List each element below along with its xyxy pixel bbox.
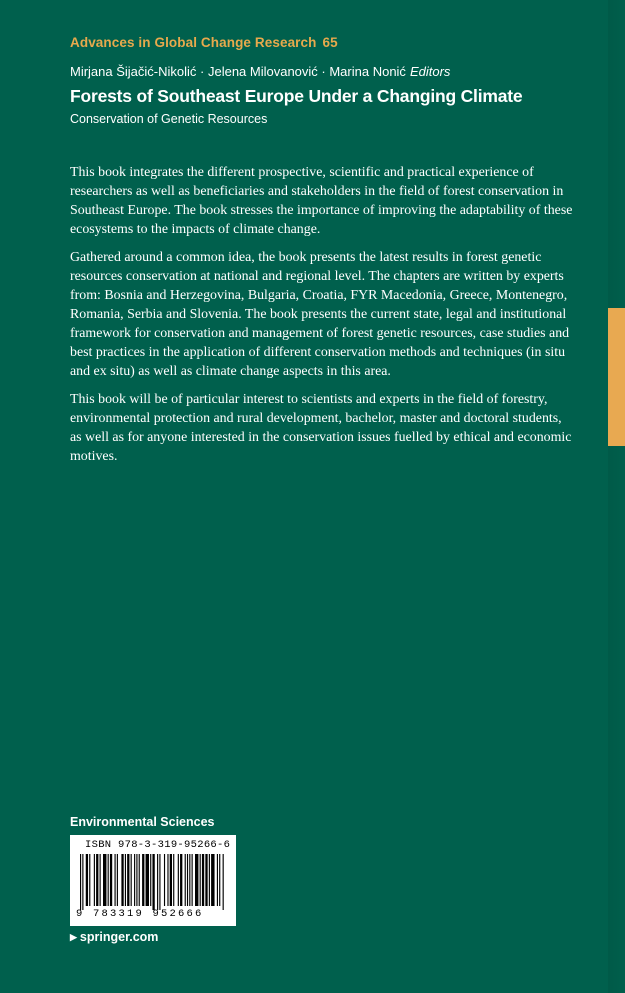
barcode-bar (180, 854, 182, 906)
barcode-bar (146, 854, 149, 906)
barcode-bar (139, 854, 140, 906)
barcode-bar (80, 854, 81, 910)
barcode-bar (108, 854, 109, 906)
book-description (70, 163, 575, 475)
barcode-bar (121, 854, 123, 906)
editor-names: Mirjana Šijačić-Nikolić · Jelena Milovanović · Marina Nonić (70, 64, 406, 79)
barcode-bar (150, 854, 151, 906)
barcode-bar (195, 854, 198, 906)
barcode-bar (86, 854, 88, 906)
series-line (70, 35, 338, 50)
spine-edge (608, 0, 625, 993)
ean-digits: 9 783319 952666 (76, 908, 204, 920)
isbn-label: ISBN 978-3-319-95266-6 (85, 839, 231, 851)
barcode-bar (82, 854, 83, 910)
barcode-bar (94, 854, 95, 906)
barcode-bar (127, 854, 129, 906)
barcode-bars (78, 854, 228, 910)
barcode-bar (136, 854, 137, 906)
editors-line (70, 64, 450, 79)
accent-bar (608, 308, 625, 446)
website-label: springer.com (79, 930, 159, 944)
barcode-bar (167, 854, 168, 906)
barcode-bar (157, 854, 158, 910)
barcode-bar (209, 854, 210, 906)
barcode-bar (211, 854, 214, 906)
barcode-bar (192, 854, 193, 906)
description-paragraph: Gathered around a common idea, the book presents the latest results in forest genetic resources conservation at national and regional level. The chapters are written by experts from: Bosnia and Herzegovina, Bulgaria, Croatia, FYR Macedonia, Greece, Montenegro, Romania, Serbia and Slovenia. The book presents the current state, legal and institutional framework for conservation and management of forest genetic resources, case studies and best practices in the application of different conservation methods and techniques (in situ and ex situ) as well as climate change aspects in this area. (70, 250, 570, 379)
isbn-barcode (70, 835, 236, 926)
arrow-right-icon: ▶ (70, 932, 77, 942)
barcode-bar (96, 854, 98, 906)
editors-role: Editors (409, 64, 451, 79)
subject-category: Environmental Sciences (70, 815, 215, 829)
barcode-bar (189, 854, 190, 906)
publisher-website (70, 930, 158, 944)
barcode-bar (223, 854, 224, 910)
barcode-bar (110, 854, 112, 906)
barcode-bar (152, 854, 154, 910)
barcode-bar (200, 854, 201, 906)
barcode-bar (178, 854, 179, 906)
barcode-bar (134, 854, 135, 906)
series-name: Advances in Global Change Research (70, 35, 317, 50)
barcode-bar (205, 854, 207, 906)
barcode-bar (115, 854, 116, 906)
barcode-bar (125, 854, 126, 906)
description-paragraph: This book will be of particular interest to scientists and experts in the field of forestry, environmental protection and rural development, bachelor, master and doctoral students, as well as for anyone interested in the conservation issues fuelled by ethical and economic motives. (70, 392, 572, 464)
barcode-bar (159, 854, 160, 910)
barcode-bar (89, 854, 90, 906)
barcode-bar (100, 854, 101, 906)
barcode-bar (217, 854, 218, 906)
barcode-bar (202, 854, 204, 906)
book-subtitle: Conservation of Genetic Resources (70, 112, 268, 126)
barcode-bar (164, 854, 165, 906)
barcode-bar (185, 854, 186, 906)
barcode-bar (187, 854, 188, 906)
barcode-bar (103, 854, 106, 906)
series-volume: 65 (322, 35, 338, 50)
book-title: Forests of Southeast Europe Under a Changing Climate (70, 86, 523, 106)
barcode-bar (170, 854, 172, 906)
description-paragraph: This book integrates the different prospective, scientific and practical experience of researchers as well as beneficiaries and stakeholders in the field of forest conservation in Southeast Europe. The book stresses the importance of improving the adaptability of these ecosystems to the impacts of climate change. (70, 165, 573, 237)
barcode-bar (219, 854, 220, 906)
barcode-bar (173, 854, 174, 906)
barcode-bar (117, 854, 118, 906)
barcode-bar (131, 854, 132, 906)
barcode-bar (142, 854, 144, 906)
